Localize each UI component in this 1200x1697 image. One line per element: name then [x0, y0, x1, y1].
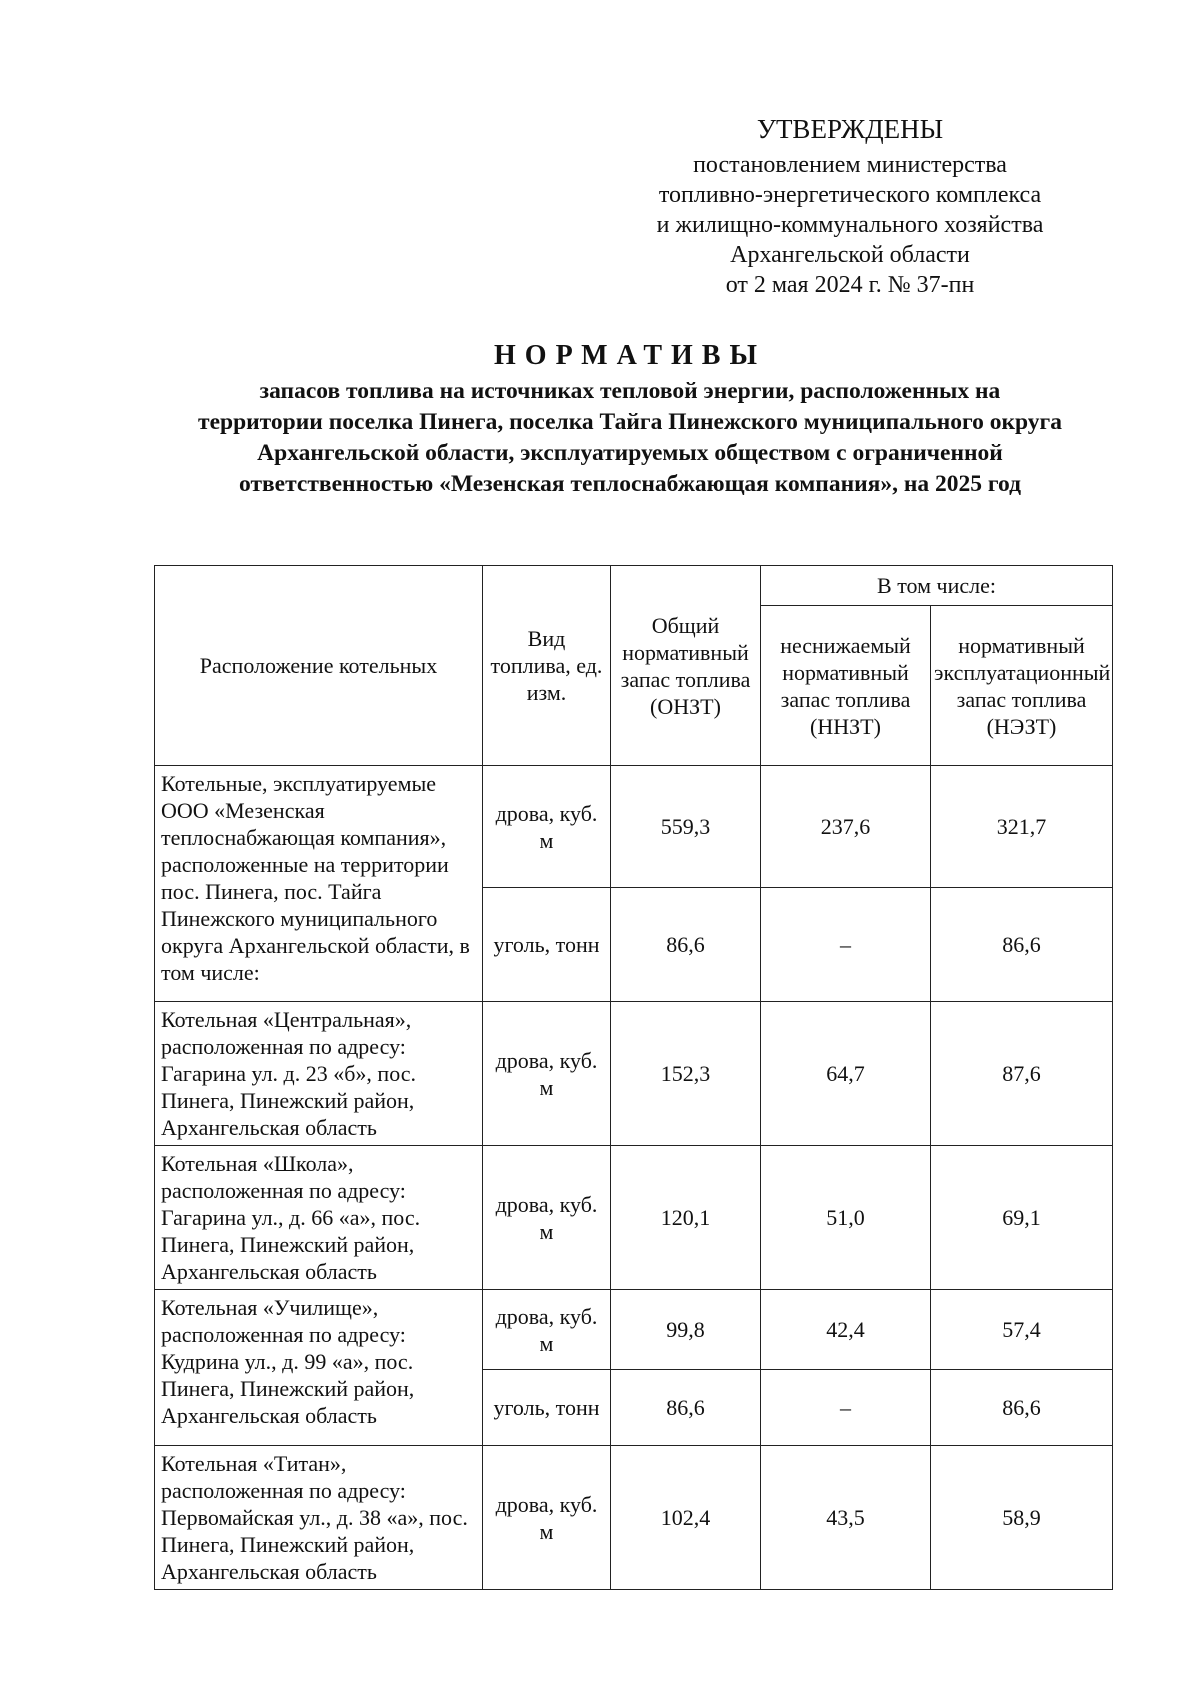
table-row [155, 1146, 1113, 1290]
document-subtitle: запасов топлива на источниках тепловой энергии, расположенных на территории поселка Пинега, поселка Тайга Пинежского муниципального округа Архангельской области, эксплуатируемых обществом с ограниченной ответственностью «Мезенская теплоснабжающая компания», на 2025 год [198, 378, 1062, 497]
approval-line: постановлением министерства [693, 152, 1007, 178]
cell-location: Котельная «Школа», расположенная по адресу: Гагарина ул., д. 66 «а», пос. Пинега, Пинежский район, Архангельская область [155, 1146, 483, 1290]
header-including: В том числе: [761, 566, 1113, 606]
cell-nnzt: 237,6 [761, 766, 931, 888]
approval-line: от 2 мая 2024 г. № 37-пн [725, 272, 975, 298]
header-location: Расположение котельных [155, 566, 483, 766]
table-row [155, 1002, 1113, 1146]
document-heading [150, 338, 1110, 500]
approval-title: УТВЕРЖДЕНЫ [756, 114, 944, 144]
cell-nezt: 86,6 [931, 888, 1113, 1002]
cell-nezt: 69,1 [931, 1146, 1113, 1290]
header-nezt: нормативный эксплуатационный запас топлива (НЭЗТ) [931, 606, 1113, 766]
cell-total: 86,6 [611, 888, 761, 1002]
cell-location: Котельные, эксплуатируемые ООО «Мезенская теплоснабжающая компания», расположенные на территории пос. Пинега, пос. Тайга Пинежского муниципального округа Архангельской области, в том числе: [155, 766, 483, 1002]
cell-nezt: 58,9 [931, 1446, 1113, 1590]
cell-fuel: уголь, тонн [483, 888, 611, 1002]
cell-fuel: дрова, куб. м [483, 1002, 611, 1146]
document-title: НОРМАТИВЫ [494, 340, 766, 371]
cell-total: 559,3 [611, 766, 761, 888]
cell-nezt: 86,6 [931, 1370, 1113, 1446]
cell-location: Котельная «Училище», расположенная по адресу: Кудрина ул., д. 99 «а», пос. Пинега, Пинежский район, Архангельская область [155, 1290, 483, 1446]
cell-total: 152,3 [611, 1002, 761, 1146]
cell-fuel: дрова, куб. м [483, 766, 611, 888]
cell-nnzt: – [761, 1370, 931, 1446]
table-row [155, 766, 1113, 888]
cell-nnzt: 64,7 [761, 1002, 931, 1146]
cell-total: 86,6 [611, 1370, 761, 1446]
cell-nnzt: 43,5 [761, 1446, 931, 1590]
header-total-reserve: Общий нормативный запас топлива (ОНЗТ) [611, 566, 761, 766]
cell-location: Котельная «Титан», расположенная по адресу: Первомайская ул., д. 38 «а», пос. Пинега, Пинежский район, Архангельская область [155, 1446, 483, 1590]
cell-nezt: 87,6 [931, 1002, 1113, 1146]
approval-line: топливно-энергетического комплекса [658, 182, 1042, 208]
cell-fuel: дрова, куб. м [483, 1290, 611, 1370]
table-row [155, 1446, 1113, 1590]
cell-fuel: дрова, куб. м [483, 1446, 611, 1590]
cell-nnzt: 42,4 [761, 1290, 931, 1370]
approval-line: и жилищно-коммунального хозяйства [656, 212, 1044, 238]
cell-total: 120,1 [611, 1146, 761, 1290]
cell-nnzt: – [761, 888, 931, 1002]
approval-stamp [610, 112, 1090, 300]
cell-nezt: 57,4 [931, 1290, 1113, 1370]
cell-location: Котельная «Центральная», расположенная по адресу: Гагарина ул. д. 23 «б», пос. Пинега, Пинежский район, Архангельская область [155, 1002, 483, 1146]
cell-total: 102,4 [611, 1446, 761, 1590]
cell-fuel: уголь, тонн [483, 1370, 611, 1446]
cell-total: 99,8 [611, 1290, 761, 1370]
header-nnzt: неснижаемый нормативный запас топлива (ННЗТ) [761, 606, 931, 766]
fuel-norms-table [154, 565, 1113, 1590]
cell-fuel: дрова, куб. м [483, 1146, 611, 1290]
header-fuel-type: Вид топлива, ед. изм. [483, 566, 611, 766]
cell-nnzt: 51,0 [761, 1146, 931, 1290]
cell-nezt: 321,7 [931, 766, 1113, 888]
approval-line: Архангельской области [730, 242, 970, 268]
table-row [155, 1290, 1113, 1370]
